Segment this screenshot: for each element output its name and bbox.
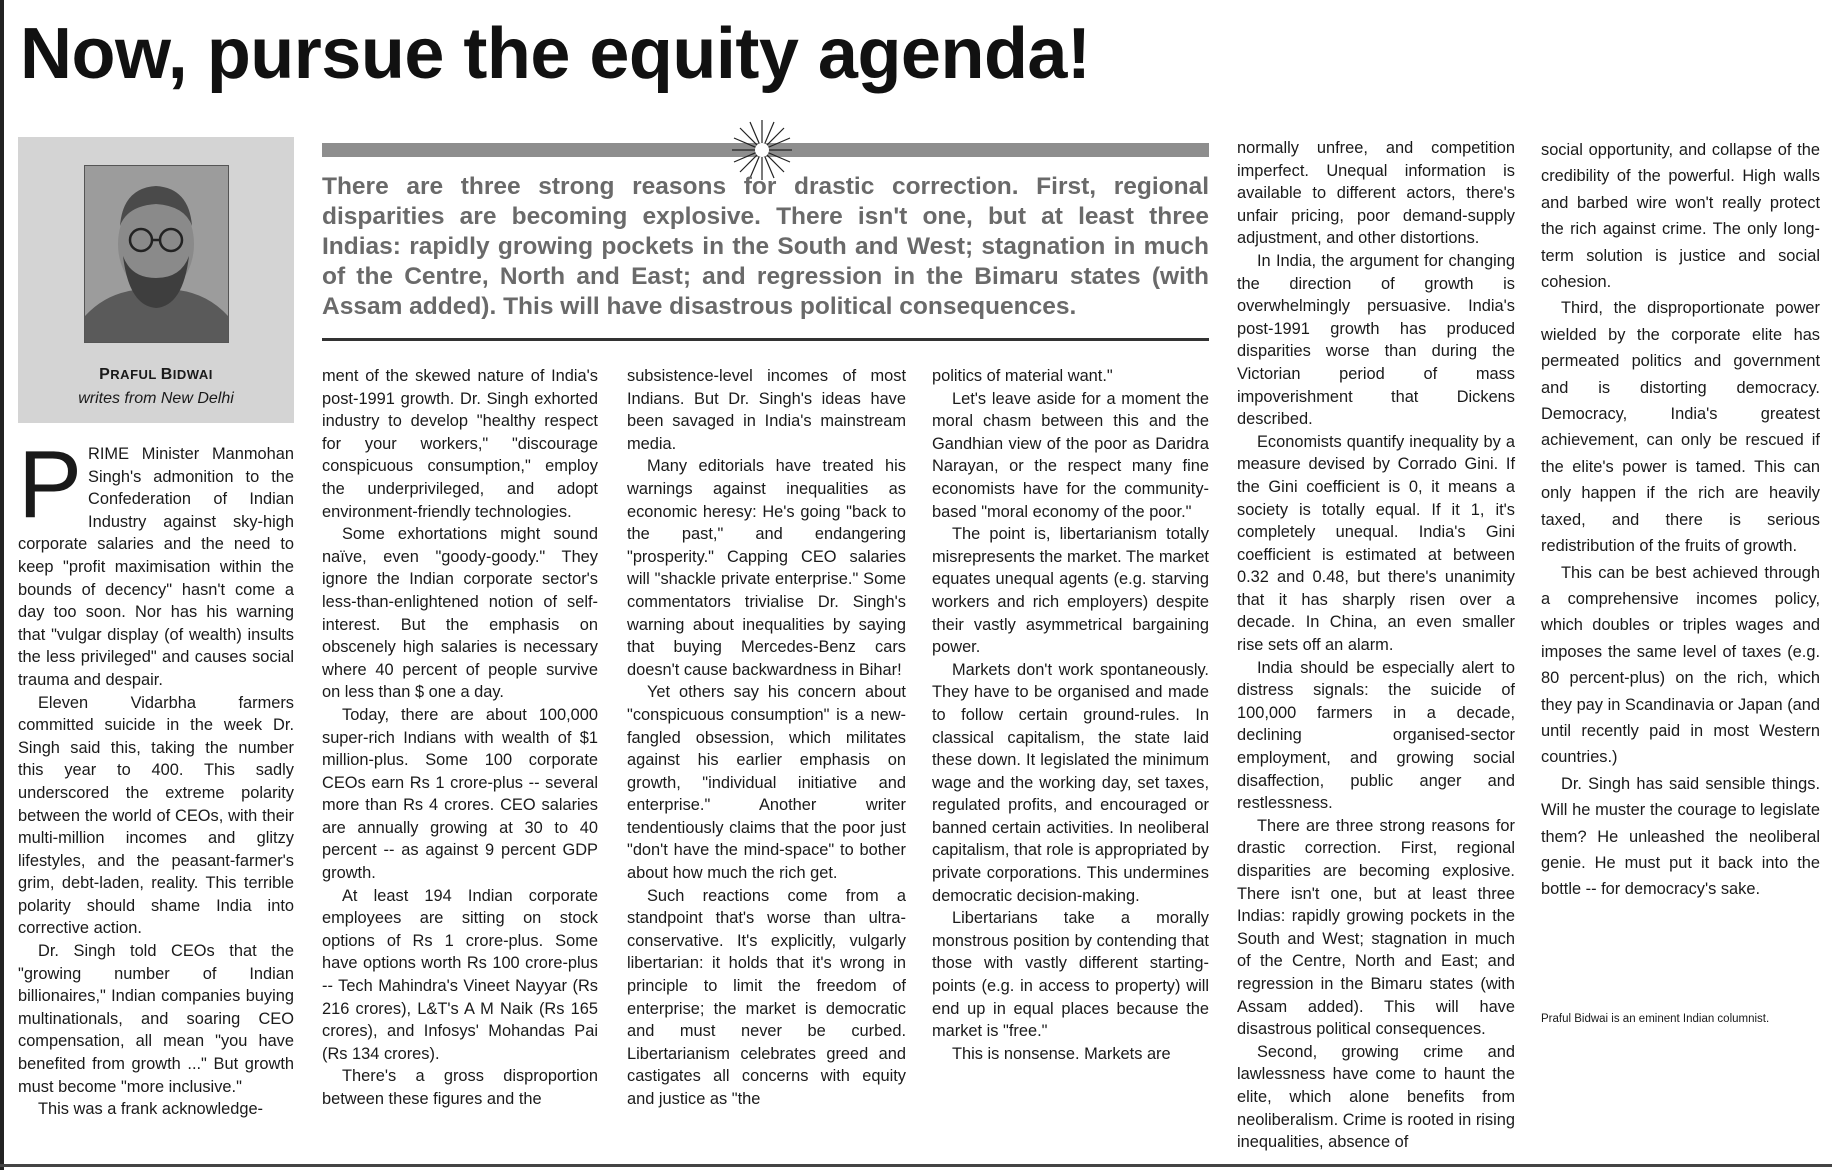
page-bottom-rule [0, 1164, 1832, 1167]
article-paragraph: Some exhortations might sound naïve, even "goody-goody." They ignore the Indian corporate sector's less-than-enlightened notion of self-interest. But the emphasis on obscenely high salaries is necessary where 40 percent of people survive on less than $ one a day. [322, 525, 598, 702]
author-footnote: Praful Bidwai is an eminent Indian columnist. [1541, 1013, 1770, 1025]
author-location: writes from New Delhi [78, 390, 234, 407]
page-left-rule [0, 0, 4, 1170]
article-paragraph: Markets don't work spontaneously. They have to be organised and made to follow certain ground-rules. In classical capitalism, the state laid these down. It legislated the minimum wage and the working day, set taxes, regulated profits, and encouraged or banned certain activities. In neoliberal capitalism, that role is appropriated by private corporations. This undermines democratic decision-making. [932, 660, 1209, 905]
article-paragraph: Let's leave aside for a moment the moral chasm between this and the Gandhian view of the poor as Daridra Narayan, or the respect many fine economists have for the community-based "moral economy of the poor." [932, 389, 1209, 521]
article-paragraph: Second, growing crime and lawlessness have come to haunt the elite, which alone benefits from neoliberalism. Crime is rooted in rising inequalities, absence of [1237, 1042, 1515, 1152]
article-paragraph: Yet others say his concern about "conspicuous consumption" is a new-fangled obsession, which militates against his earlier emphasis on growth, "individual initiative and enterprise." Another writer tendentiously claims that the poor just "don't have the mind-space" to bother about how much the rich get. [627, 683, 906, 883]
article-paragraph: Dr. Singh told CEOs that the "growing number of Indian billionaires," Indian companies buying multinationals, and soaring CEO compensation, all mean "you have benefited from growth ..." But growth must become "more inclusive." [18, 942, 294, 1096]
article-paragraph: At least 194 Indian corporate employees are sitting on stock options of Rs 1 crore-plus. Some have options worth Rs 100 crore-plus -- Tech Mahindra's Vineet Nayyar (Rs 216 crores), L&T's A M Naik (Rs 165 crores), and Infosys' Mohandas Pai (Rs 134 crores). [322, 886, 598, 1063]
article-paragraph: The point is, libertarianism totally misrepresents the market. The market equates unequal agents (e.g. starving workers and rich employers) despite their vastly asymmetrical bargaining power. [932, 525, 1209, 657]
article-column-4 [932, 365, 1209, 1065]
article-column-2 [322, 365, 598, 1111]
article-paragraph: Third, the disproportionate power wielded by the corporate elite has permeated politics and government and is distorting democracy. Democracy, India's greatest achievement, can only be rescued if the elite's power is tamed. This can only happen if the rich are heavily taxed, and there is serious redistribution of the fruits of growth. [1541, 299, 1820, 556]
article-paragraph: Today, there are about 100,000 super-rich Indians with wealth of $1 million-plus. Some 100 corporate CEOs earn Rs 1 crore-plus -- several more than Rs 4 crores. CEO salaries are annually growing at 30 to 40 percent -- as against 9 percent GDP growth. [322, 705, 598, 883]
article-paragraph: Such reactions come from a standpoint that's worse than ultra-conservative. It's explicitly, vulgarly libertarian: it holds that it's wrong in principle to limit the freedom of enterprise; the market is democratic and must never be curbed. Libertarianism celebrates greed and castigates all concerns with equity and justice as "the [627, 886, 906, 1108]
article-paragraph: normally unfree, and competition imperfect. Unequal information is available to different actors, there's unfair pricing, poor demand-supply adjustment, and other distortions. [1237, 139, 1515, 248]
article-paragraph: There are three strong reasons for drastic correction. First, regional disparities are becoming explosive. There isn't one, but at least three Indias: rapidly growing pockets in the South and West; stagnation in much of the Centre, North and East; and regression in the Bimaru states (with Assam added). This will have disastrous political consequences. [1237, 816, 1515, 1039]
article-paragraph: In India, the argument for changing the direction of growth is overwhelmingly persuasive. India's post-1991 growth has produced disparities worse than during the Victorian period of mass impoverishment that Dickens described. [1237, 251, 1515, 429]
byline-box [18, 137, 294, 423]
pull-quote: There are three strong reasons for drastic correction. First, regional disparities are becoming explosive. There isn't one, but at least three Indias: rapidly growing pockets in the South and West; stagnation in much of the Centre, North and East; and regression in the Bimaru states (with Assam added). This will have disastrous political consequences. [322, 173, 1209, 320]
article-column-6 [1541, 137, 1820, 903]
article-paragraph: Libertarians take a morally monstrous position by contending that those with vastly different starting-points (e.g. in access to property) will end up in equal places because the market is "free." [932, 909, 1209, 1041]
article-paragraph: Eleven Vidarbha farmers committed suicide in the week Dr. Singh said this, taking the number this year to 400. This sadly underscored the extreme polarity between the world of CEOs, with their multi-million incomes and glitzy lifestyles, and the peasant-farmer's grim, debt-laden, reality. This terrible polarity should shame India into corrective action. [18, 693, 294, 938]
article-paragraph: social opportunity, and collapse of the credibility of the powerful. High walls and barbed wire won't really protect the rich against crime. The only long-term solution is justice and social cohesion. [1541, 141, 1820, 292]
article-column-5 [1237, 137, 1515, 1154]
article-paragraph: This was a frank acknowledge- [38, 1100, 264, 1119]
pull-quote-bottom-rule [322, 338, 1209, 341]
article-paragraph: ment of the skewed nature of India's post-1991 growth. Dr. Singh exhorted industry to develop "healthy respect for your workers," "discourage conspicuous consumption," employ the underprivileged, and adopt environment-friendly technologies. [322, 367, 598, 521]
author-name: PRAFUL BIDWAI [99, 366, 213, 383]
author-portrait-icon [84, 165, 229, 343]
article-paragraph: politics of material want." [932, 367, 1113, 385]
article-paragraph: PRIME Minister Manmohan Singh's admonition to the Confederation of Indian Industry against sky-high corporate salaries and the need to keep "profit maximisation within the bounds of decency" hasn't come a day too soon. Nor has his warning that "vulgar display (of wealth) insults the less privileged" and causes social trauma and despair. [18, 431, 294, 689]
article-paragraph: This is nonsense. Markets are [952, 1044, 1171, 1063]
article-paragraph: India should be especially alert to distress signals: the suicide of 100,000 farmers in a decade, declining organised-sector employment, and growing social disaffection, public anger and restlessness. [1237, 658, 1515, 813]
article-paragraph: There's a gross disproportion between these figures and the [322, 1067, 598, 1108]
article-column-1 [18, 431, 294, 1121]
article-paragraph: Economists quantify inequality by a measure devised by Corrado Gini. If the Gini coefficient is 0, it means a society is totally equal. If it 1, it's completely unequal. India's Gini coefficient is estimated at between 0.32 and 0.48, but there's unanimity that it has sharply risen over a decade. In China, an even smaller rise sets off an alarm. [1237, 432, 1515, 655]
article-paragraph: This can be best achieved through a comprehensive incomes policy, which doubles or triples wages and imposes the same level of taxes (e.g. 80 percent-plus) on the rich, which they pay in Scandinavia or Japan (and until recently paid in most Western countries.) [1541, 563, 1820, 767]
headline: Now, pursue the equity agenda! [20, 14, 1091, 94]
article-paragraph: Many editorials have treated his warnings against inequalities as economic heresy: He's going "back to the past," and endangering "prosperity." Capping CEO salaries will "shackle private enterprise." Some commentators trivialise Dr. Singh's warning about inequalities by saying that buying Mercedes-Benz cars doesn't cause backwardness in Bihar! [627, 457, 906, 679]
article-column-3 [627, 365, 906, 1111]
article-paragraph: Dr. Singh has said sensible things. Will he muster the courage to legislate them? He unleashed the neoliberal genie. He must put it back into the bottle -- for democracy's sake. [1541, 774, 1820, 899]
article-paragraph: subsistence-level incomes of most Indians. But Dr. Singh's ideas have been savaged in India's mainstream media. [627, 367, 906, 453]
drop-cap: P [18, 431, 83, 538]
